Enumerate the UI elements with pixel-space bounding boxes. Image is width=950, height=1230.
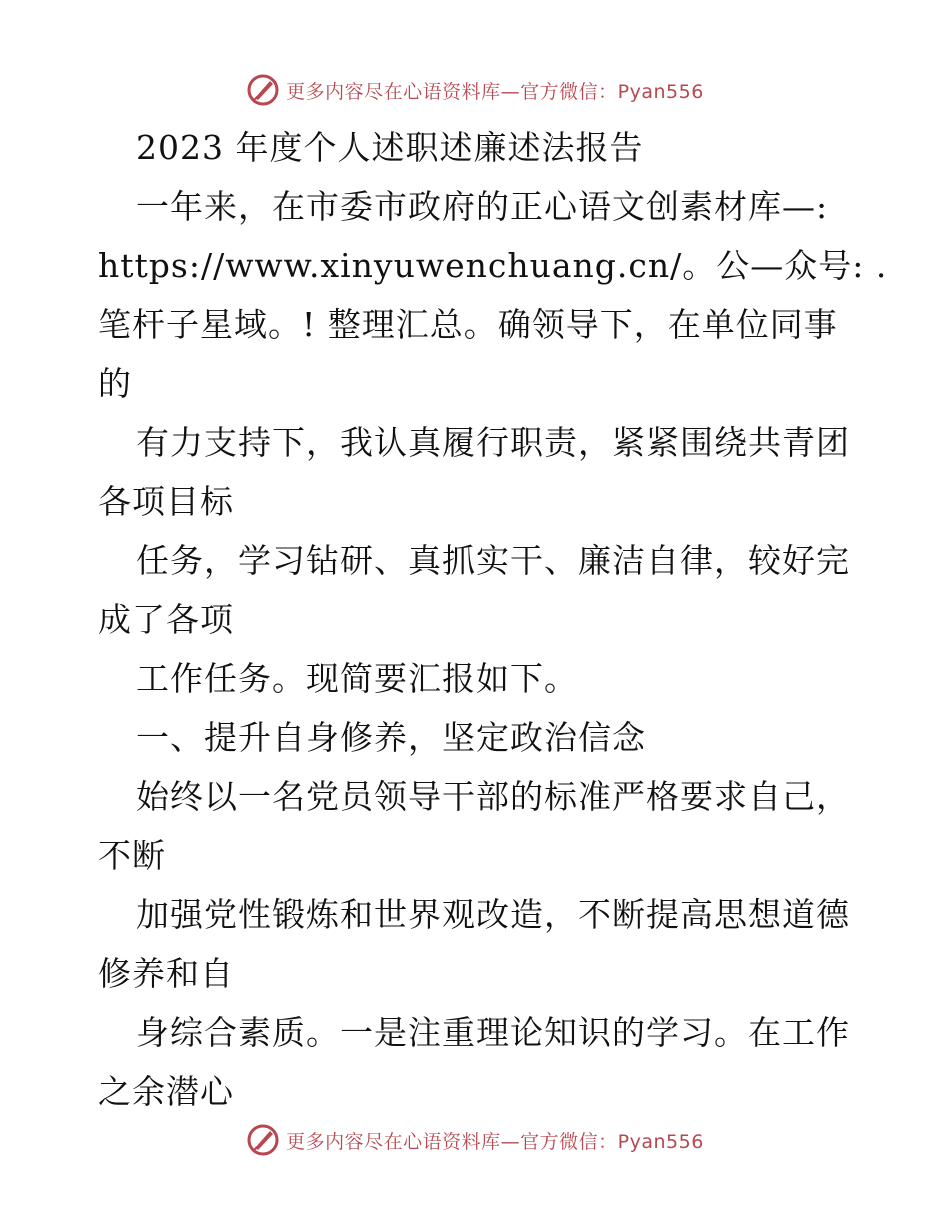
text-line: 始终以一名党员领导干部的标准严格要求自己， xyxy=(136,777,850,816)
quill-logo-icon xyxy=(246,73,280,107)
text-line: 一、提升自身修养，坚定政治信念 xyxy=(136,718,646,757)
text-line: 身综合素质。一是注重理论知识的学习。在工作 xyxy=(136,1013,850,1052)
header-watermark-banner xyxy=(0,70,950,110)
watermark-text: 更多内容尽在心语资料库—官方微信：Pyan556 xyxy=(286,1130,704,1153)
text-line: 成了各项 xyxy=(98,600,234,639)
text-line: https://www.xinyuwenchuang.cn/。公—众号: . xyxy=(98,246,888,285)
text-line: 之余潜心 xyxy=(98,1072,234,1111)
text-line: 笔杆子星域。! 整理汇总。确领导下，在单位同事 xyxy=(98,305,838,344)
text-line: 修养和自 xyxy=(98,954,234,993)
text-line: 任务，学习钻研、真抓实干、廉洁自律，较好完 xyxy=(136,541,850,580)
text-line: 不断 xyxy=(98,836,166,875)
quill-logo-icon xyxy=(246,1123,280,1157)
text-line: 各项目标 xyxy=(98,482,234,521)
text-line: 的 xyxy=(98,364,132,403)
text-line: 有力支持下，我认真履行职责，紧紧围绕共青团 xyxy=(136,423,850,462)
footer-watermark-banner xyxy=(0,1120,950,1160)
text-line: 工作任务。现简要汇报如下。 xyxy=(136,659,578,698)
text-line: 一年来，在市委市政府的正心语文创素材库—: xyxy=(136,187,829,226)
document-body xyxy=(98,118,888,1121)
text-line: 2023 年度个人述职述廉述法报告 xyxy=(136,128,644,167)
watermark-text: 更多内容尽在心语资料库—官方微信：Pyan556 xyxy=(286,80,704,103)
text-line: 加强党性锻炼和世界观改造，不断提高思想道德 xyxy=(136,895,850,934)
